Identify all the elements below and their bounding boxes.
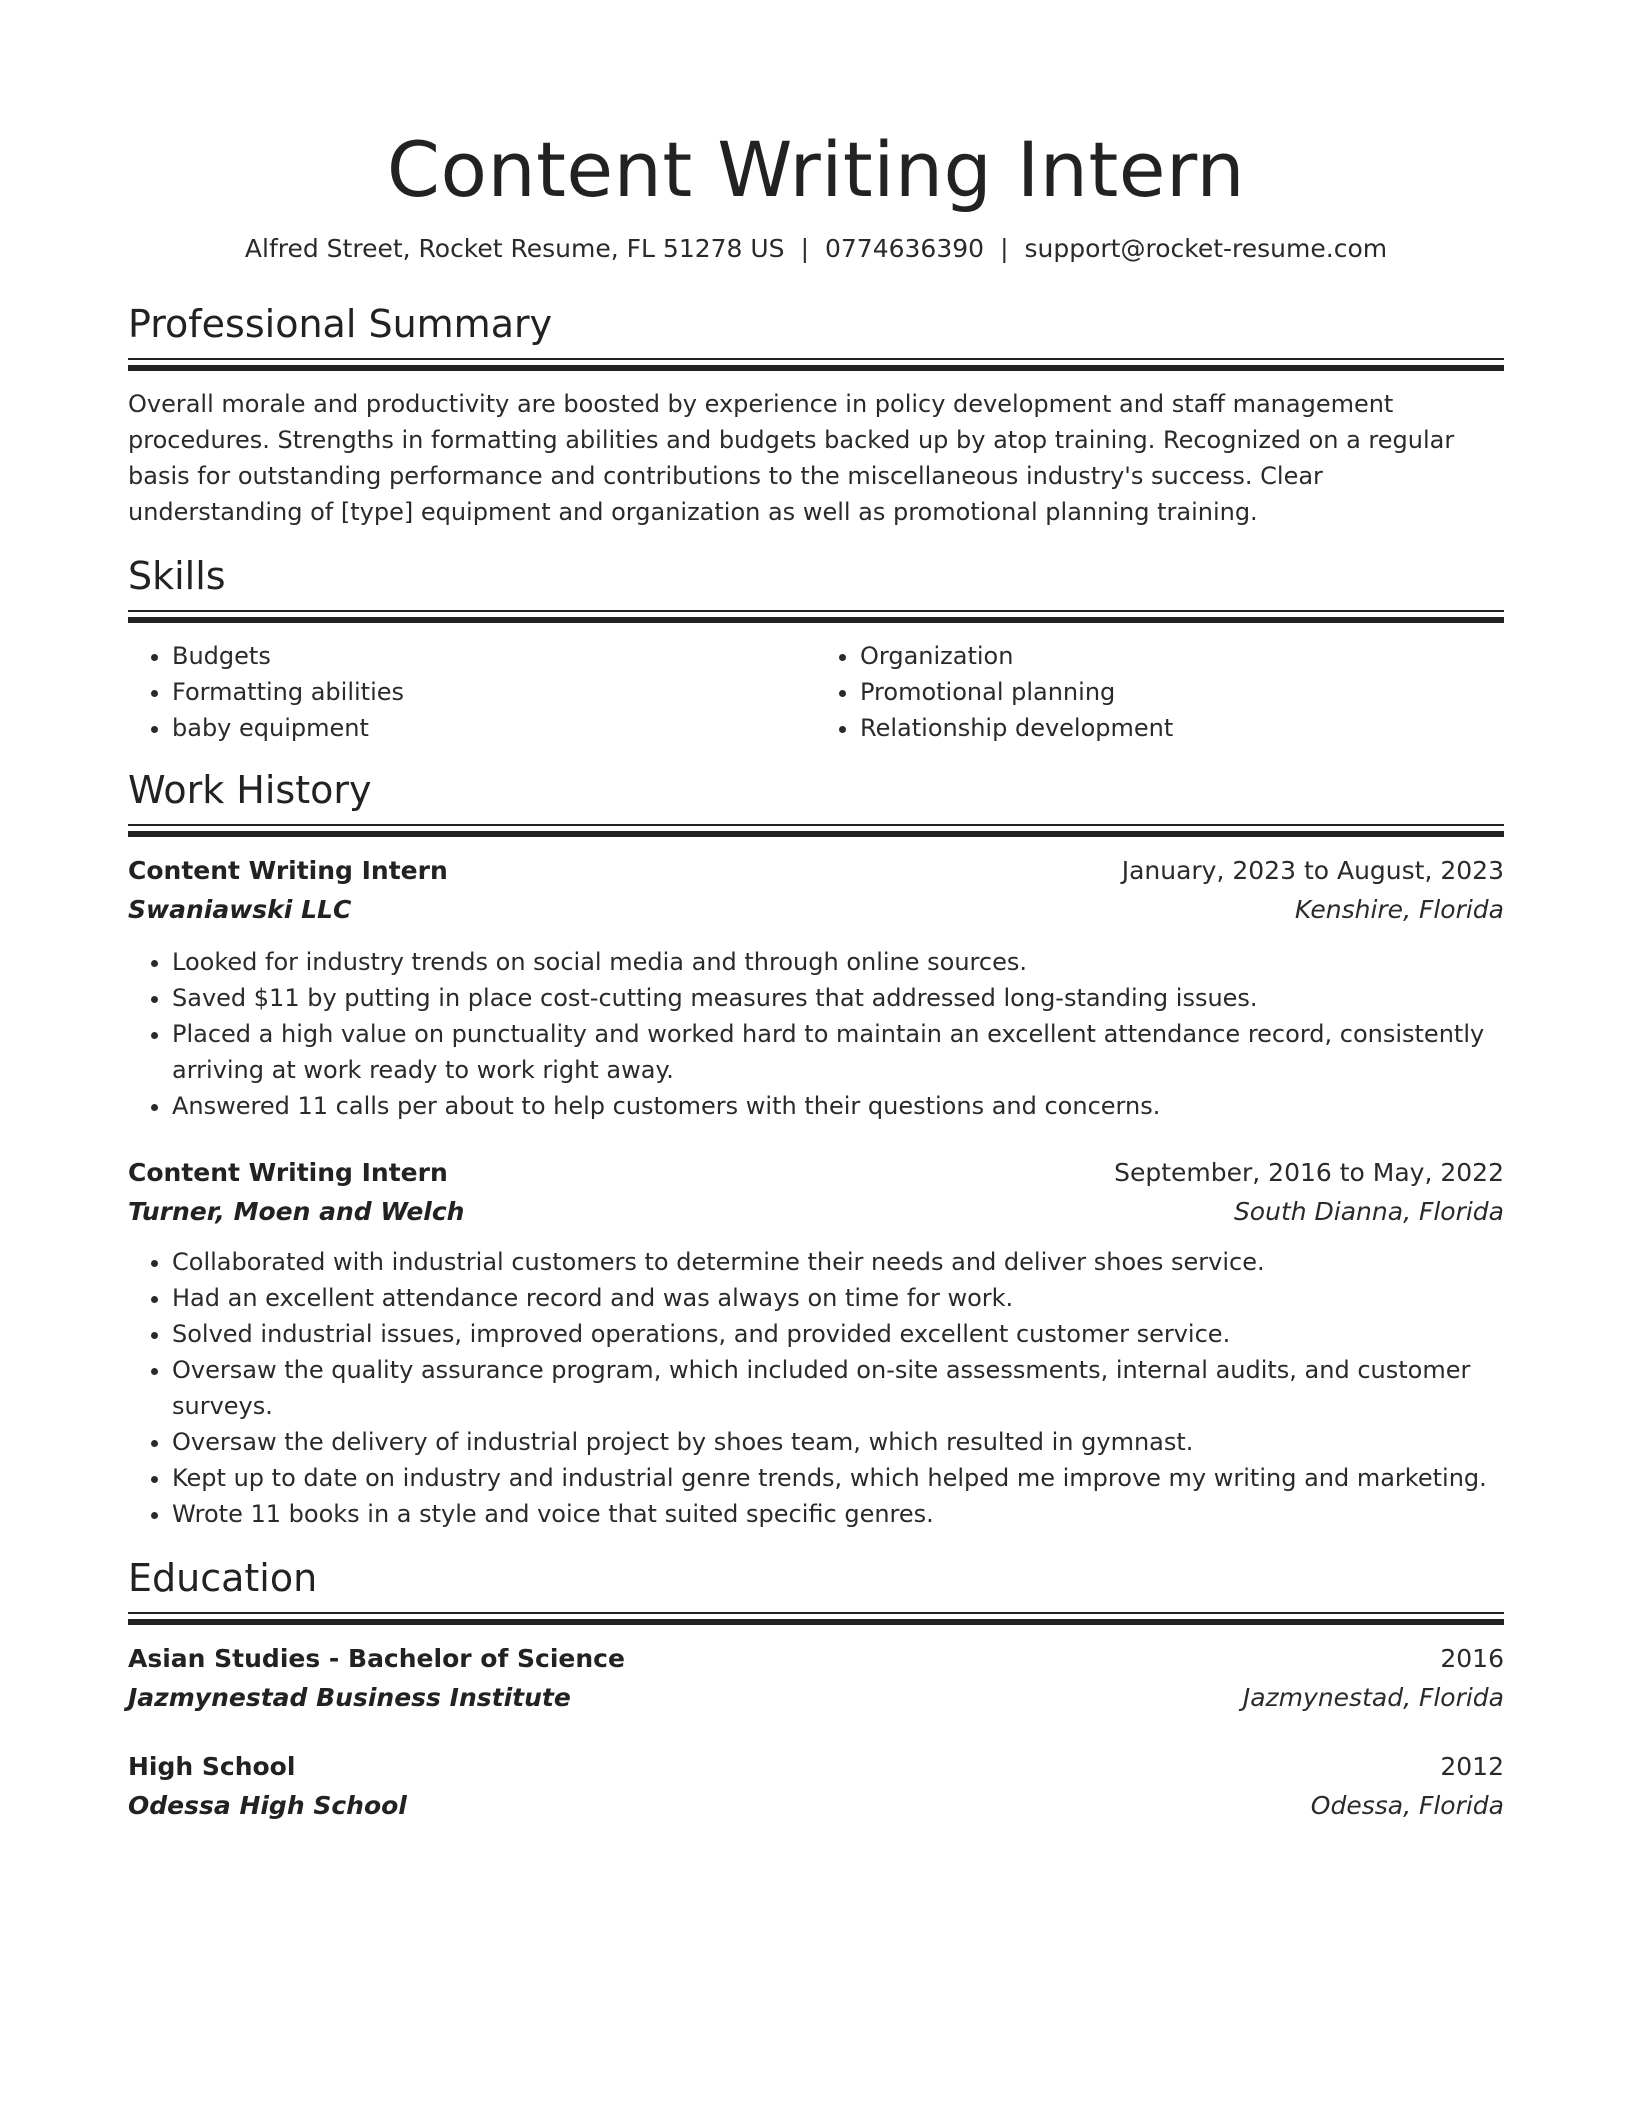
job-bullet: • Oversaw the delivery of industrial project by shoes team, which resulted in gymnast. xyxy=(172,1424,1504,1460)
job-bullet: • Saved $11 by putting in place cost-cutting measures that addressed long-standing issues. xyxy=(172,980,1504,1016)
job-employer: Swaniawski LLC xyxy=(128,895,352,924)
contact-separator: | xyxy=(800,234,809,263)
education-subheader xyxy=(128,1678,1504,1718)
job-bullet: • Kept up to date on industry and industrial genre trends, which helped me improve my writing and marketing. xyxy=(172,1460,1504,1496)
job-header xyxy=(128,1154,1504,1192)
education-header xyxy=(128,1640,1504,1678)
skills-column-right xyxy=(816,638,1504,746)
job-employer: Turner, Moen and Welch xyxy=(128,1197,465,1226)
job-bullet: • Had an excellent attendance record and was always on time for work. xyxy=(172,1280,1504,1316)
contact-phone[interactable]: 0774636390 xyxy=(825,234,985,263)
section-title-skills: Skills xyxy=(128,554,226,598)
job-bullet: • Oversaw the quality assurance program, which included on-site assessments, internal audits, and customer surveys. xyxy=(172,1352,1504,1424)
job-location: Kenshire, Florida xyxy=(1294,895,1504,924)
work-history-section xyxy=(128,766,1504,1532)
job-bullet: • Placed a high value on punctuality and worked hard to maintain an excellent attendance record, consistently arriving at work ready to work right away. xyxy=(172,1016,1504,1088)
section-divider xyxy=(128,358,1504,372)
resume-page xyxy=(128,0,1504,1826)
education-header xyxy=(128,1748,1504,1786)
education-entry xyxy=(128,1748,1504,1826)
education-section xyxy=(128,1554,1504,1826)
section-divider xyxy=(128,1612,1504,1626)
job-dates: January, 2023 to August, 2023 xyxy=(1121,856,1504,885)
education-school: Odessa High School xyxy=(128,1791,407,1820)
section-title-work-history: Work History xyxy=(128,768,372,812)
section-title-summary: Professional Summary xyxy=(128,302,553,346)
job-responsibilities xyxy=(128,1244,1504,1532)
job-entry xyxy=(128,1154,1504,1532)
job-entry xyxy=(128,852,1504,1124)
skill-item: • baby equipment xyxy=(172,710,816,746)
skills-column-left xyxy=(128,638,816,746)
skill-item: • Budgets xyxy=(172,638,816,674)
job-bullet: • Looked for industry trends on social media and through online sources. xyxy=(172,944,1504,980)
education-location: Jazmynestad, Florida xyxy=(1242,1683,1504,1712)
contact-separator: | xyxy=(1000,234,1009,263)
job-subheader xyxy=(128,1192,1504,1232)
education-location: Odessa, Florida xyxy=(1310,1791,1504,1820)
job-title: Content Writing Intern xyxy=(128,1158,448,1187)
job-subheader xyxy=(128,890,1504,930)
education-subheader xyxy=(128,1786,1504,1826)
skill-item: • Relationship development xyxy=(860,710,1504,746)
skills-section xyxy=(128,552,1504,746)
job-bullet: • Solved industrial issues, improved operations, and provided excellent customer service. xyxy=(172,1316,1504,1352)
job-location: South Dianna, Florida xyxy=(1233,1197,1504,1226)
skill-item: • Organization xyxy=(860,638,1504,674)
job-title: Content Writing Intern xyxy=(128,856,448,885)
job-dates: September, 2016 to May, 2022 xyxy=(1114,1158,1504,1187)
job-bullet: • Wrote 11 books in a style and voice that suited specific genres. xyxy=(172,1496,1504,1532)
skill-item: • Promotional planning xyxy=(860,674,1504,710)
skill-item: • Formatting abilities xyxy=(172,674,816,710)
education-year: 2012 xyxy=(1440,1752,1504,1781)
education-degree: High School xyxy=(128,1752,296,1781)
summary-text: Overall morale and productivity are boosted by experience in policy development and staff management procedures. Strengths in formatting abilities and budgets backed up by atop training. Recognized on a regular basis for outstanding performance and contributions to the miscellaneous industry's success. Clear understanding of [type] equipment and organization as well as promotional planning training. xyxy=(128,390,1455,526)
job-bullet: • Collaborated with industrial customers to determine their needs and deliver shoes service. xyxy=(172,1244,1504,1280)
education-entry xyxy=(128,1640,1504,1718)
summary-section xyxy=(128,300,1504,530)
education-year: 2016 xyxy=(1440,1644,1504,1673)
contact-line xyxy=(128,232,1504,266)
education-school: Jazmynestad Business Institute xyxy=(128,1683,571,1712)
candidate-name: Content Writing Intern xyxy=(386,125,1246,214)
job-responsibilities xyxy=(128,944,1504,1124)
education-degree: Asian Studies - Bachelor of Science xyxy=(128,1644,625,1673)
section-divider xyxy=(128,610,1504,624)
contact-address: Alfred Street, Rocket Resume, FL 51278 US xyxy=(244,234,785,263)
contact-email[interactable]: support@rocket-resume.com xyxy=(1024,234,1388,263)
job-bullet: • Answered 11 calls per about to help customers with their questions and concerns. xyxy=(172,1088,1504,1124)
skills-list xyxy=(128,638,1504,746)
section-title-education: Education xyxy=(128,1556,318,1600)
job-header xyxy=(128,852,1504,890)
section-divider xyxy=(128,824,1504,838)
